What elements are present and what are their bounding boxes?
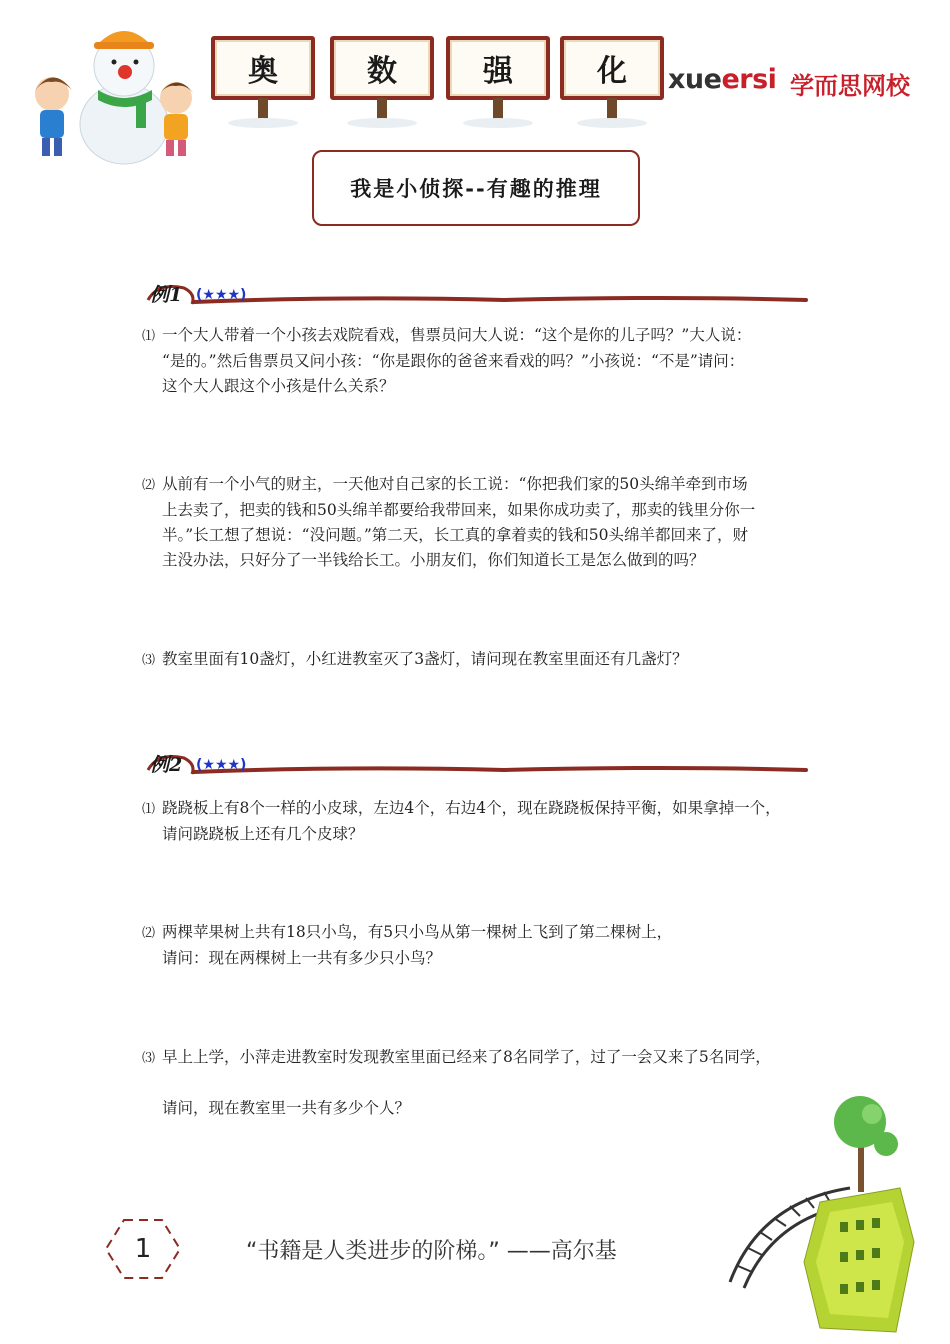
tree-building-illustration — [700, 1092, 940, 1338]
header-sign-1: 奥 — [211, 36, 315, 100]
snow-mound — [228, 118, 298, 128]
page-number: 1 — [104, 1218, 182, 1280]
snow-mound — [577, 118, 647, 128]
brand-logo-cn: 学而思网校 — [790, 72, 910, 100]
difficulty-stars: (★★★) — [196, 287, 247, 303]
question-2-1: ⑴ 跷跷板上有8个一样的小皮球，左边4个，右边4个，现在跷跷板保持平衡，如果拿掉一个， 请问跷跷板上还有几个皮球？ — [142, 799, 781, 843]
header-sign-3: 强 — [446, 36, 550, 100]
example-tag: 例1 — [150, 284, 183, 306]
difficulty-stars: (★★★) — [196, 757, 247, 773]
snow-mound — [347, 118, 417, 128]
header-sign-4: 化 — [560, 36, 664, 100]
question-1-3: ⑶ 教室里面有10盏灯，小红进教室灭了3盏灯，请问现在教室里面还有几盏灯？ — [142, 650, 688, 668]
footer-quote: “书籍是人类进步的阶梯。” ——高尔基 — [246, 1239, 617, 1264]
question-2-3: ⑶ 早上上学，小萍走进教室时发现教室里面已经来了8名同学了，过了一会又来了5名同学， 请问，现在教室里一共有多少个人？ — [142, 1048, 771, 1117]
header-sign-2: 数 — [330, 36, 434, 100]
question-1-2: ⑵ 从前有一个小气的财主，一天他对自己家的长工说：“你把我们家的50头绵羊牵到市场 上去卖了，把卖的钱和50头绵羊都要给我带回来，如果你成功卖了，那卖的钱里分你一 半。”长工想了想说：“没问题。”第二天，长工真的拿着卖的钱和50头绵羊都回来了，财 主没办法，只好分了一半钱给长工。小朋友们，你们知道长工是怎么做到的吗？ — [142, 475, 756, 569]
question-2-2: ⑵ 两棵苹果树上共有18只小鸟，有5只小鸟从第一棵树上飞到了第二棵树上， 请问：现在两棵树上一共有多少只小鸟？ — [142, 923, 673, 967]
question-1-1: ⑴ 一个大人带着一个小孩去戏院看戏，售票员问大人说：“这个是你的儿子吗？”大人说： “是的。”然后售票员又问小孩：“你是跟你的爸爸来看戏的吗？”小孩说：“不是”请问： 这个大人跟这个小孩是什么关系？ — [142, 326, 752, 395]
example-1-header — [144, 278, 814, 312]
example-tag: 例2 — [150, 754, 183, 776]
snowman-kids-illustration — [14, 14, 210, 170]
example-2-header — [144, 748, 814, 782]
page-title: 我是小侦探--有趣的推理 — [312, 150, 640, 226]
snow-mound — [463, 118, 533, 128]
brand-logo-en: xueersi — [668, 64, 777, 95]
